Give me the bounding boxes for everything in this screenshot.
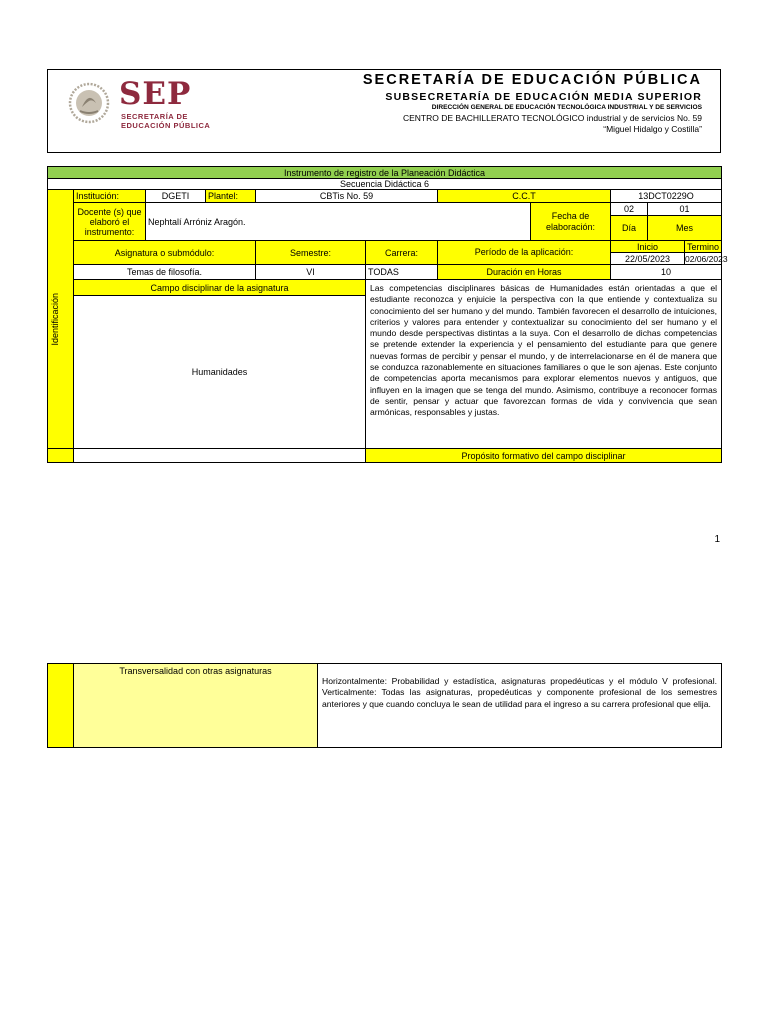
plantel-label: Plantel: (206, 190, 256, 203)
institucion-value: DGETI (146, 190, 206, 203)
fecha-dia-value: 02 (611, 203, 648, 216)
header-nombre: “Miguel Hidalgo y Costilla” (603, 124, 702, 134)
mexico-coat-of-arms-icon (68, 79, 110, 127)
docente-value: Nephtalí Arróniz Aragón. (146, 203, 531, 241)
planeacion-table (47, 166, 728, 463)
asignatura-label: Asignatura o submódulo: (74, 241, 256, 265)
termino-value: 02/06/2023 (685, 253, 728, 264)
carrera-value: TODAS (366, 265, 438, 280)
inicio-label: Inicio (611, 241, 685, 253)
fecha-mes-value: 01 (648, 203, 722, 216)
fecha-label: Fecha de elaboración: (531, 203, 611, 241)
identificacion-side-cell (48, 190, 74, 449)
sep-logo-line1: SECRETARÍA DE (121, 112, 188, 121)
docente-label: Docente (s) que elaboró el instrumento: (74, 203, 146, 241)
fecha-mes-label: Mes (648, 216, 722, 241)
proposito-label: Propósito formativo del campo disciplinar (366, 449, 722, 463)
periodo-label: Período de la aplicación: (438, 241, 611, 265)
header-title: SECRETARÍA DE EDUCACIÓN PÚBLICA (362, 72, 702, 88)
campo-value: Humanidades (74, 296, 366, 449)
identificacion-side-foot (48, 449, 74, 463)
cct-value: 13DCT0229O (611, 190, 722, 203)
page-number: 1 (714, 534, 720, 545)
identificacion-label: Identificación (50, 292, 60, 346)
sep-logo-text: SEP (119, 76, 192, 112)
instrumento-title: Instrumento de registro de la Planeación Didáctica (48, 167, 722, 179)
termino-label: Termino (685, 241, 722, 253)
competencias-text: Las competencias disciplinares básicas de Humanidades están orientadas a que el estudiante reconozca y enjuicie la perspectiva con la que entiende y contextualiza su conocimiento del ser humano y del mundo. También favorecen el desarrollo de intuiciones, criterios y valores para entender y contextualizar su conocimiento del ser humano y el mundo desde perspectivas distintas a la suya. Con el desarrollo de dichas competencias se pretende extender la experiencia y el pensamiento del estudiante para que genere nuevas formas de percibir y pensar el mundo, y de interrelacionarse en él de manera que se conduzca razonablemente en situaciones familiares o que le son ajenas. Este conjunto de competencias aporta mecanismos para explorar elementos nuevos y antiguos, que influyen en la imagen que se tenga del mundo. Asimismo, contribuye a reconocer formas de sentir, pensar y actuar que favorezcan formas de vida y convivencia que sean armónicas, responsables y justas. (366, 280, 722, 449)
header-subtitle: SUBSECRETARÍA DE EDUCACIÓN MEDIA SUPERIOR (385, 91, 702, 103)
institucion-label: Institución: (74, 190, 146, 203)
campo-label: Campo disciplinar de la asignatura (74, 280, 366, 296)
duracion-value: 10 (611, 265, 722, 280)
document-header (47, 69, 721, 153)
sep-logo-line2: EDUCACIÓN PÚBLICA (121, 121, 211, 130)
semestre-value: VI (256, 265, 366, 280)
transversalidad-side-cell (48, 664, 74, 748)
duracion-label: Duración en Horas (438, 265, 611, 280)
carrera-label: Carrera: (366, 241, 438, 265)
semestre-label: Semestre: (256, 241, 366, 265)
transversalidad-table (47, 663, 722, 748)
plantel-value: CBTis No. 59 (256, 190, 438, 203)
campo-value-foot (74, 449, 366, 463)
cct-label: C.C.T (438, 190, 611, 203)
transversalidad-text: Horizontalmente: Probabilidad y estadística, asignaturas propedéuticas y el módulo V profesional. Verticalmente: Todas las asignaturas, propedéuticas y componente profesional de los semestres anteriores y que cuando concluya le sean de utilidad para el ingreso a su carrera profesional que elija. (318, 664, 722, 748)
secuencia-label: Secuencia Didáctica 6 (48, 179, 722, 190)
asignatura-value: Temas de filosofía. (74, 265, 256, 280)
inicio-value: 22/05/2023 (611, 253, 685, 265)
fecha-dia-label: Día (611, 216, 648, 241)
header-centro: CENTRO DE BACHILLERATO TECNOLÓGICO industrial y de servicios No. 59 (402, 113, 702, 123)
transversalidad-label: Transversalidad con otras asignaturas (74, 664, 318, 748)
header-direccion: DIRECCIÓN GENERAL DE EDUCACIÓN TECNOLÓGICA INDUSTRIAL Y DE SERVICIOS (431, 104, 702, 111)
